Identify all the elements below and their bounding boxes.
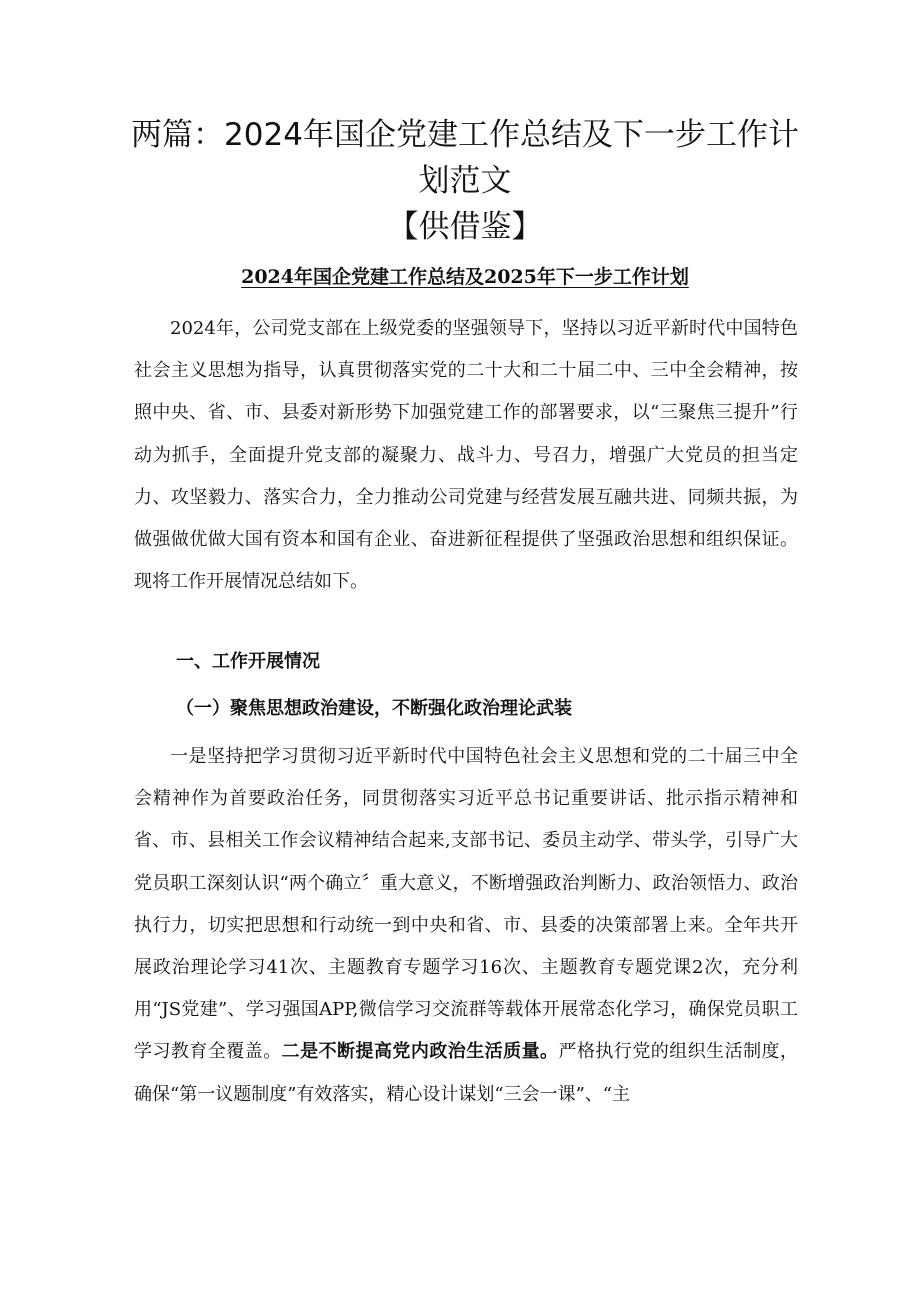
document-subtitle-text: 2024年国企党建工作总结及2025年下一步工作计划 xyxy=(241,266,689,288)
document-title xyxy=(120,112,810,250)
body-paragraph-part2: 严格执行党的组织生活制度，确保“第一议题制度”有效落实，精心设计谋划“三会一课”、“主 xyxy=(134,1041,799,1105)
intro-paragraph: 2024年，公司党支部在上级党委的坚强领导下，坚持以习近平新时代中国特色社会主义思想为指导，认真贯彻落实党的二十大和二十届二中、三中全会精神，按照中央、省、市、县委对新形势下加强党建工作的部署要求，以“三聚焦三提升”行动为抓手，全面提升党支部的凝聚力、战斗力、号召力，增强广大党员的担当定力、攻坚毅力、落实合力，全力推动公司党建与经营发展互融共进、同频共振，为做强做优做大国有资本和国有企业、奋进新征程提供了坚强政治思想和组织保证。现将工作开展情况总结如下。 xyxy=(134,318,798,593)
document-subtitle xyxy=(120,262,810,292)
document-title-line1: 两篇：2024年国企党建工作总结及下一步工作计划范文 xyxy=(131,117,799,199)
section-heading: 一、工作开展情况 xyxy=(176,651,320,672)
body-paragraph-bold: 二是不断提高党内政治生活质量。 xyxy=(281,1041,559,1063)
body-paragraph xyxy=(134,736,798,1116)
subsection-heading: （一）聚焦思想政治建设，不断强化政治理论武装 xyxy=(176,698,572,719)
document-title-line2: 【供借鉴】 xyxy=(387,209,543,245)
body-paragraph-part1: 一是坚持把学习贯彻习近平新时代中国特色社会主义思想和党的二十届三中全会精神作为首要政治任务，同贯彻落实习近平总书记重要讲话、批示指示精神和省、市、县相关工作会议精神结合起来,支部书记、委员主动学、带头学，引导广大党员职工深刻认识“两个确立〞重大意义，不断增强政治判断力、政治领悟力、政治执行力，切实把思想和行动统一到中央和省、市、县委的决策部署上来。全年共开展政治理论学习41次、主题教育专题学习16次、主题教育专题党课2次，充分利用“JS党建”、学习强国APP,微信学习交流群等载体开展常态化学习，确保党员职工学习教育全覆盖。 xyxy=(134,746,798,1063)
